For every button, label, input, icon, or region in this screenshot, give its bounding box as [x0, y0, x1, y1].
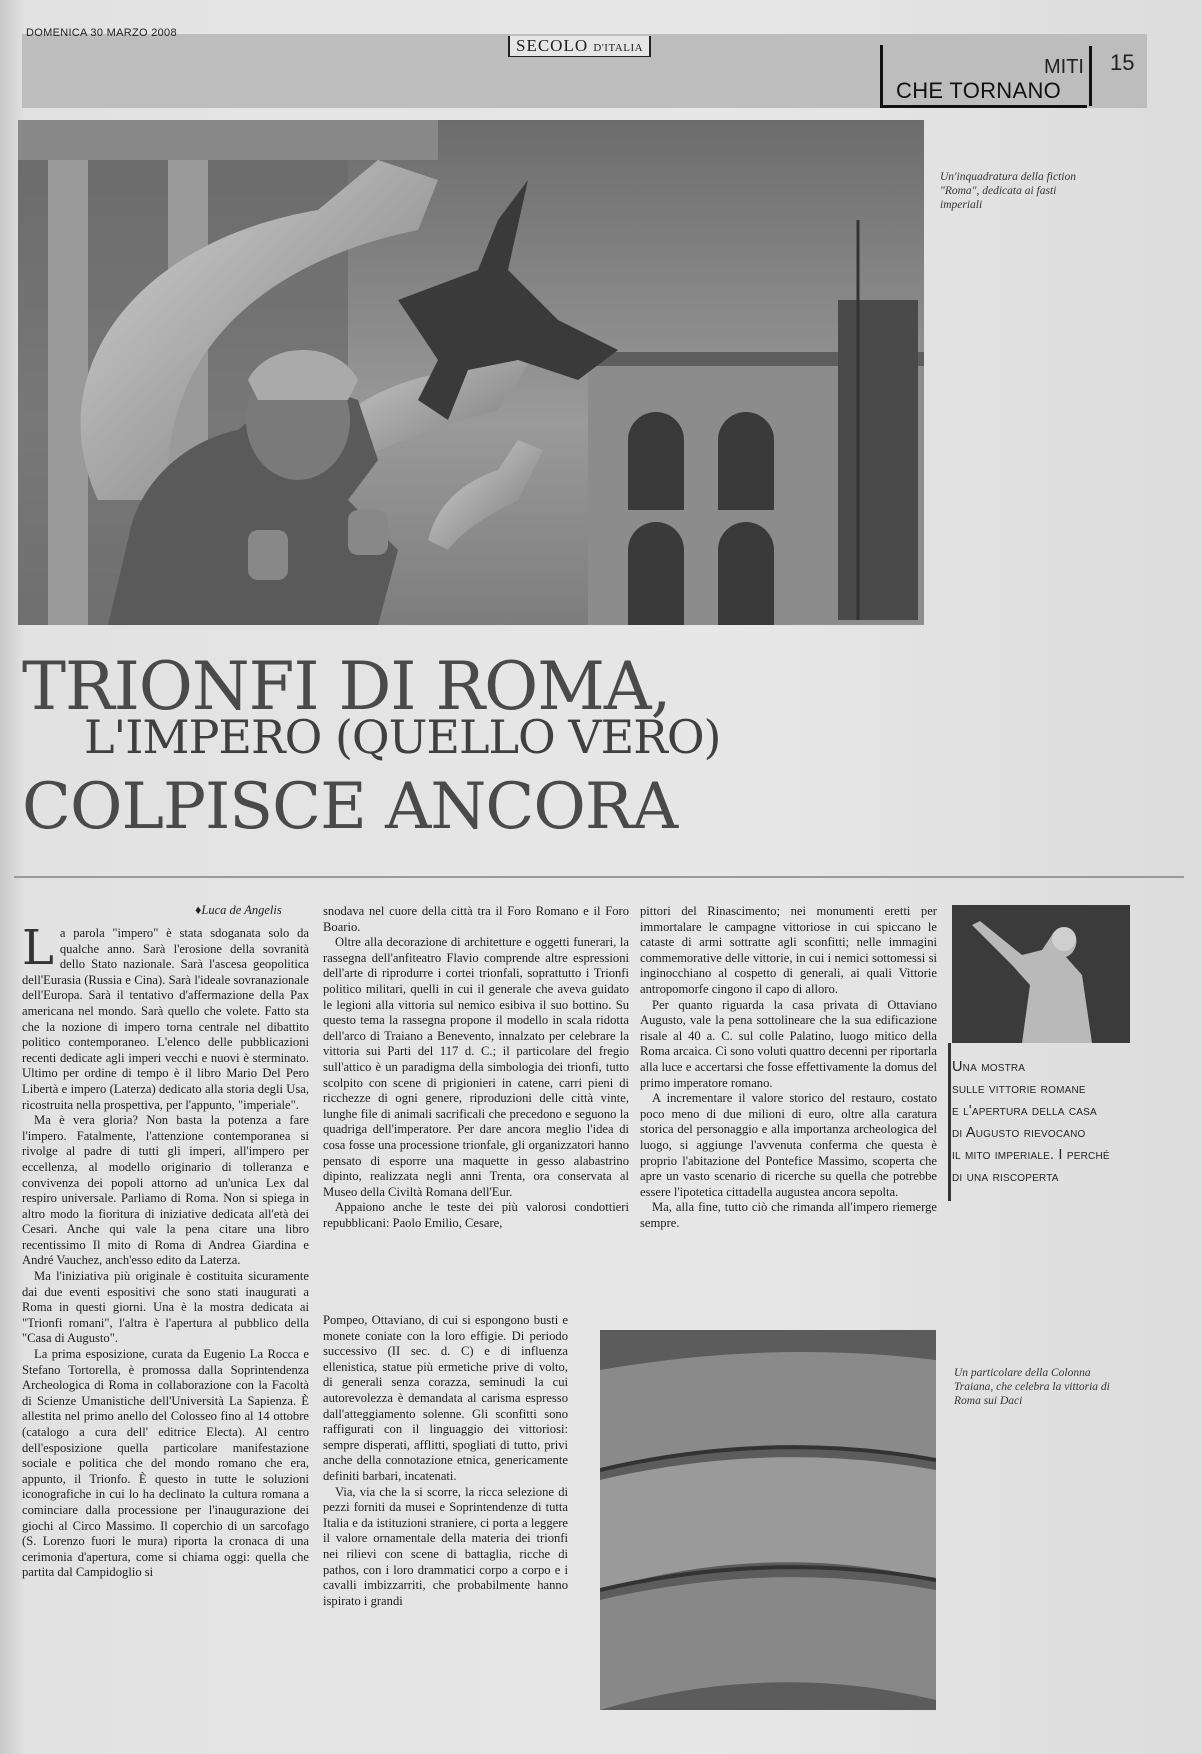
headline-line2: L'IMPERO (QUELLO VERO)	[84, 710, 721, 764]
main-photo	[18, 120, 924, 625]
sidebar-line: e l'apertura della casa	[952, 1103, 1097, 1119]
page-number: 15	[1110, 50, 1135, 75]
drop-cap: L	[22, 920, 54, 976]
section-title-line1: MITI	[1044, 56, 1084, 78]
paragraph: Via, via che la si scorre, la ricca selezione di pezzi forniti da musei e Soprintendenze di tutta Italia e da istituzioni straniere, ci porta a leggere il valore ornamentale della materia dei trionfi nei rilievi con scene di battaglia, ricche di pathos, con i loro drammatici corpo a corpo e i cavalli imbizzarriti, che probabilmente hanno ispirato i grandi	[323, 1484, 568, 1608]
paragraph: Pompeo, Ottaviano, di cui si espongono busti e monete coniate con la loro effigie. Di periodo successivo (II sec. d. C) e di influenza ellenistica, statue più ermetiche prive di volto, di generali senza corazza, seminudi la cui autorevolezza è demandata al carisma espresso dall'atteggiamento solenne. Gli sconfitti sono raffigurati con il linguaggio dei vittoriosi: sempre disperati, afflitti, spogliati di tutto, privi anche della connotazione etnica, genericamente definiti barbari, incatenati.	[323, 1313, 568, 1483]
sidebar-line: sulle vittorie romane	[952, 1081, 1086, 1097]
main-photo-caption: Un'inquadratura della fiction "Roma", dedicata ai fasti imperiali	[940, 171, 1076, 211]
paragraph: snodava nel cuore della città tra il Foro Romano e il Foro Boario.	[323, 904, 629, 934]
issue-date: DOMENICA 30 MARZO 2008	[26, 27, 177, 39]
banner	[838, 300, 918, 620]
masthead-small: D'ITALIA	[593, 42, 644, 54]
sidebar-line: di una riscoperta	[952, 1169, 1059, 1185]
article-column-3	[640, 904, 937, 1231]
headline-line3: COLPISCE ANCORA	[22, 770, 678, 844]
section-separator	[1089, 46, 1092, 106]
masthead	[508, 36, 651, 57]
article-column-2	[323, 904, 629, 1231]
bottom-photo-caption: Un particolare della Colonna Traiana, che celebra la vittoria di Roma sui Daci	[954, 1367, 1110, 1407]
section-title-line2: CHE TORNANO	[896, 78, 1062, 103]
byline: ♦ Luca de Angelis	[195, 903, 282, 918]
sidebar-rule	[948, 1043, 951, 1201]
paragraph: A incrementare il valore storico del restauro, costato poco meno di due milioni di euro, oltre alla caratura storica del personaggio e alla importanza archeologica del luogo, si aggiunge l'avvenuta conferma che questa è proprio l'abitazione del Pontefice Massimo, scoperta che apre un vasto scenario di ricerche su quella che potrebbe essere l'ipotetica cittadella augustea ancora sepolta.	[640, 1091, 937, 1199]
paragraph: Ma è vera gloria? Non basta la potenza a fare l'impero. Fatalmente, l'attenzione contemporanea si rivolge al padre di tutti gli imperi, all'impero per eccellenza, al modello originario di tolleranza e convivenza dei popoli attorno ad un'unica Lex dal respiro universale. Parliamo di Roma. Non si spiega in altro modo la fioritura di iniziative dedicata all'età dei Cesari. Anche qui vale la pena citare una libro recentissimo Il mito di Roma di Andrea Giardina e André Vauchez, anch'esso edito da Laterza.	[22, 1113, 309, 1268]
paragraph: Appaiono anche le teste dei più valorosi condottieri repubblicani: Paolo Emilio, Cesare,	[323, 1200, 629, 1230]
paragraph: Ma, alla fine, tutto ciò che rimanda all'impero riemerge sempre.	[640, 1200, 937, 1230]
sidebar-line: di Augusto rievocano	[952, 1125, 1086, 1141]
headline-rule	[14, 876, 1184, 878]
masthead-main: SECOLO	[516, 36, 589, 55]
paragraph: Per quanto riguarda la casa privata di Ottaviano Augusto, vale la pena sottolineare che la sua edificazione risale al 40 a. C. sul colle Palatino, luogo mitico della Roma arcaica. Ci sono voluti quattro decenni per riportarla alla luce e accertarsi che fosse effettivamente la domus del primo imperatore romano.	[640, 997, 937, 1090]
trajan-column-photo	[600, 1330, 936, 1710]
article-column-2-continued	[323, 1313, 568, 1609]
article-column-1	[22, 920, 309, 1581]
sidebar-summary	[952, 1056, 1150, 1188]
paragraph: Oltre alla decorazione di architetture e oggetti funerari, la rassegna dell'anfiteatro Flavio comprende altre espressioni dell'arte di riprodurre i cortei trionfali, soprattutto i Trionfi politico militari, quelli in cui il generale che aveva guidato le legioni alla vittoria sul nemico esibiva il suo bottino. Su questo tema la rassegna propone il modello in scala ridotta dell'arco di Traiano a Benevento, innalzato per celebrare la vittoria sui Parti del 117 d. C.; il particolare del fregio sull'attico è un paradigma della simbologia dei trionfi, tutto scolpito con scene di prigionieri in catene, carri pieni di ricchezze di ogni genere, riproduzioni delle città vinte, lunghe file di animali sacrificali che precedono e seguono la quadriga dell'imperatore. Per dare ancora meglio l'idea di cosa fosse una processione trionfale, gli organizzatori hanno pensato di esporre una maquette in gesso alabastrino dipinto, realizzata negli anni Trenta, ora conservata al Museo della Civiltà Romana dell'Eur.	[323, 935, 629, 1199]
sidebar-line: il mito imperiale. I perché	[952, 1147, 1110, 1163]
paragraph: La prima esposizione, curata da Eugenio La Rocca e Stefano Tortorella, è promossa dalla Soprintendenza Archeologica di Roma in collaborazione con la Facoltà di Scienze Umanistiche dell'Università La Sapienza. È allestita nel primo anello del Colosseo fino al 14 ottobre (catalogo a cura dell' editrice Electa). Al centro dell'esposizione quella particolare manifestazione sociale e politica che del mondo romano che era, appunto, il Trionfo. È questo in tutte le soluzioni iconografiche in cui lo ha declinato la cultura romana a cominciare dalla processione per l'inaugurazione dei giochi al Circo Massimo. Il coperchio di un sarcofago (S. Lorenzo fuori le mura) riporta la cronaca di una cerimonia d'apertura, come si chiama oggi: quella che partita dal Campidoglio si	[22, 1347, 309, 1580]
paragraph: La parola "impero" è stata sdoganata solo da qualche anno. Sarà l'erosione della sovranità dello Stato nazionale. Sarà l'ascesa geopolitica dell'Eurasia (Russia e Cina). Sarà l'ideale sovranazionale dell'Europa. Sarà il tentativo d'affermazione della Pax americana nel mondo. Sarà quello che volete. Fatto sta che la nozione di impero torna centrale nel dibattito politico contemporaneo. L'elenco delle pubblicazioni recenti dedicate agli imperi vecchi e nuovi è sterminato. Ultimo per ordine di tempo è il libro Mario Del Pero Libertà e impero (Laterza) dedicato alla storia degli Usa, ricostruita nella prospettiva, per l'appunto, "imperiale".	[22, 920, 309, 1112]
sidebar-line: Una mostra	[952, 1059, 1026, 1075]
augustus-statue-photo	[952, 905, 1130, 1043]
paragraph: Ma l'iniziativa più originale è costituita sicuramente dai due eventi espositivi che sono stati inaugurati a Roma in questi giorni. Una è la mostra dedicata ai "Trionfi romani", l'altra è l'apertura al pubblico della "Casa di Augusto".	[22, 1269, 309, 1346]
paragraph: pittori del Rinascimento; nei monumenti eretti per immortalare le campagne vittoriose in cui spiccano le cataste di armi sottratte agli sconfitti; nelle immagini commemorative delle vittorie, in cui i nemici sottomessi si inginocchiano al cospetto di generali, ai quali Vittorie antropomorfe cingono il capo di alloro.	[640, 904, 937, 996]
headline-line1: TRIONFI DI ROMA,	[22, 648, 671, 725]
